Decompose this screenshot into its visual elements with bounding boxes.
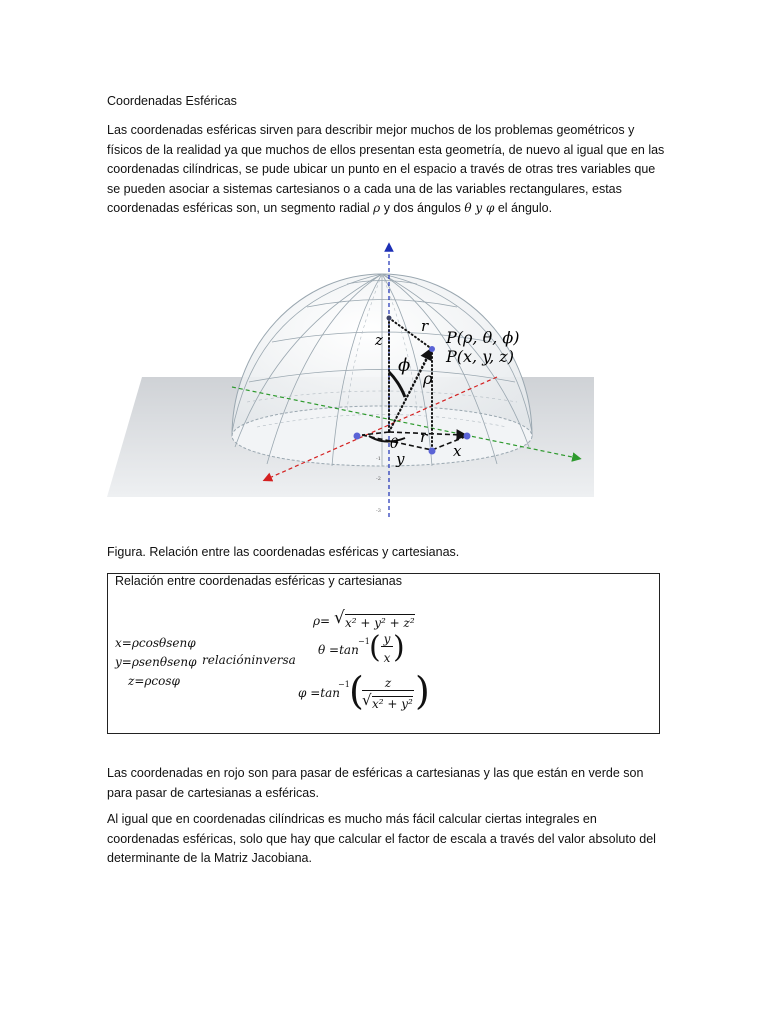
point-proj	[429, 448, 436, 455]
label-point-spherical: P(ρ, θ, ϕ)	[446, 328, 520, 347]
phi-lhs: φ =tan	[298, 686, 340, 700]
point-x	[354, 433, 361, 440]
rho-symbol: ρ	[373, 201, 381, 215]
paren-open-icon: (	[349, 669, 364, 713]
spherical-coordinates-figure	[107, 232, 597, 524]
section-heading: Coordenadas Esféricas	[107, 94, 237, 108]
hemisphere	[232, 274, 532, 466]
intro-end: el ángulo.	[494, 201, 553, 215]
color-explanation-paragraph: Las coordenadas en rojo son para pasar de esféricas a cartesianas y las que están en verde son para pasar de cartesianas a esféricas.	[107, 766, 644, 800]
label-r-bottom: r	[420, 428, 428, 446]
label-point-cartesian: P(x, y, z)	[446, 347, 514, 366]
label-r-top: r	[421, 317, 429, 335]
sqrt-icon: √	[362, 691, 372, 709]
label-y: y	[396, 450, 405, 468]
theta-numerator: y	[381, 632, 393, 647]
figure-caption: Figura. Relación entre las coordenadas esféricas y cartesianas.	[107, 545, 460, 559]
relation-box	[107, 573, 660, 734]
z-tick-neg2: -2	[376, 476, 381, 482]
paren-open-icon: (	[369, 630, 381, 665]
point-top	[387, 316, 392, 321]
phi-denominator: x² + y²	[372, 697, 413, 711]
angle-symbols: θ y φ	[464, 201, 495, 215]
label-x: x	[453, 442, 462, 460]
rho-radicand: x² + y² + z²	[345, 616, 415, 630]
sqrt-icon: √	[334, 608, 345, 628]
z-equation: z=ρcosφ	[128, 674, 180, 688]
label-phi: ϕ	[398, 355, 411, 376]
label-z: z	[375, 331, 383, 349]
phi-numerator: z	[362, 676, 414, 691]
intro-paragraph	[107, 121, 667, 219]
z-tick-neg1: -1	[376, 456, 381, 462]
x-equation: x=ρcosθsenφ	[115, 636, 196, 650]
jacobian-paragraph: Al igual que en coordenadas cilíndricas es mucho más fácil calcular ciertas integrales en coordenadas esféricas, solo que hay que calcular el factor de escala a través del valor absoluto del determinante de la Matriz Jacobiana.	[107, 812, 656, 865]
intro-text: Las coordenadas esféricas sirven para describir mejor muchos de los problemas geométricos y físicos de la realidad ya que muchos de ellos presentan esta geometría, de nuevo al igual que en las coordenadas cilíndricas, se pude ubicar un punto en el espacio a través de otras tres variables que se pueden asociar a sistemas cartesianos o a cada una de las variables rectangulares, estas coordenadas esféricas son, un segmento radial	[107, 123, 665, 215]
theta-denominator: x	[383, 651, 391, 665]
label-rho: ρ	[423, 369, 433, 388]
label-theta: θ	[390, 436, 399, 452]
point-p	[429, 346, 435, 352]
theta-lhs: θ =tan	[318, 643, 359, 657]
inverse-relation-label: relacióninversa	[202, 653, 296, 667]
rho-lhs: ρ=	[313, 614, 331, 628]
y-equation: y=ρsenθsenφ	[115, 655, 197, 669]
phi-exponent: −1	[338, 680, 350, 689]
paren-close-icon: )	[415, 669, 430, 713]
intro-y-word: y dos ángulos	[380, 201, 465, 215]
z-tick-neg3: -3	[376, 508, 381, 514]
theta-exponent: −1	[358, 637, 370, 646]
point-y	[464, 433, 471, 440]
paren-close-icon: )	[393, 630, 405, 665]
relation-box-title: Relación entre coordenadas esféricas y cartesianas	[115, 574, 402, 588]
